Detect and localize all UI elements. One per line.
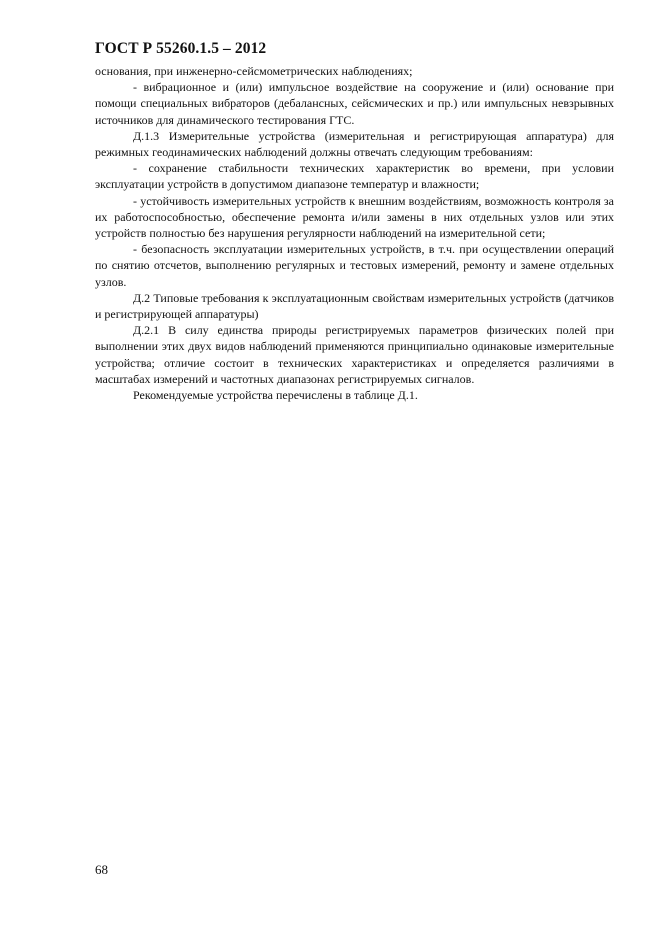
paragraph: Д.1.3 Измерительные устройства (измерительная и регистрирующая аппаратура) для режимных геодинамических наблюдений должны отвечать следующим требованиям: bbox=[95, 128, 614, 160]
page-number: 68 bbox=[95, 862, 108, 877]
paragraph: - устойчивость измерительных устройств к внешним воздействиям, возможность контроля за их работоспособностью, обеспечение ремонта и/или замены в них отдельных узлов или этих устройств полностью без нарушения регулярности наблюдений на измерительной сети; bbox=[95, 193, 614, 241]
paragraph: Д.2.1 В силу единства природы регистрируемых параметров физических полей при выполнении этих двух видов наблюдений применяются принципиально одинаковые измерительные устройства; отличие состоит в технических характеристиках и определяется различиями в масштабах измерений и частотных диапазонах регистрируемых сигналов. bbox=[95, 323, 614, 386]
paragraph: Рекомендуемые устройства перечислены в таблице Д.1. bbox=[133, 388, 418, 403]
paragraph: Д.2 Типовые требования к эксплуатационным свойствам измерительных устройств (датчиков и регистрирующей аппаратуры) bbox=[95, 290, 614, 322]
document-header: ГОСТ Р 55260.1.5 – 2012 bbox=[95, 40, 267, 57]
document-body bbox=[95, 63, 614, 403]
paragraph: - сохранение стабильности технических характеристик во времени, при условии эксплуатации устройств в допустимом диапазоне температур и влажности; bbox=[95, 161, 614, 192]
paragraph: - вибрационное и (или) импульсное воздействие на сооружение и (или) основание при помощи специальных вибраторов (дебалансных, сейсмических и пр.) или импульсных невзрывных источников для динамического тестирования ГТС. bbox=[95, 80, 614, 127]
paragraph: основания, при инженерно-сейсмометрических наблюдениях; bbox=[95, 64, 413, 78]
paragraph: - безопасность эксплуатации измерительных устройств, в т.ч. при осуществлении операций по снятию отсчетов, выполнению регулярных и тестовых измерений, ремонту и замене отдельных узлов. bbox=[95, 242, 614, 289]
